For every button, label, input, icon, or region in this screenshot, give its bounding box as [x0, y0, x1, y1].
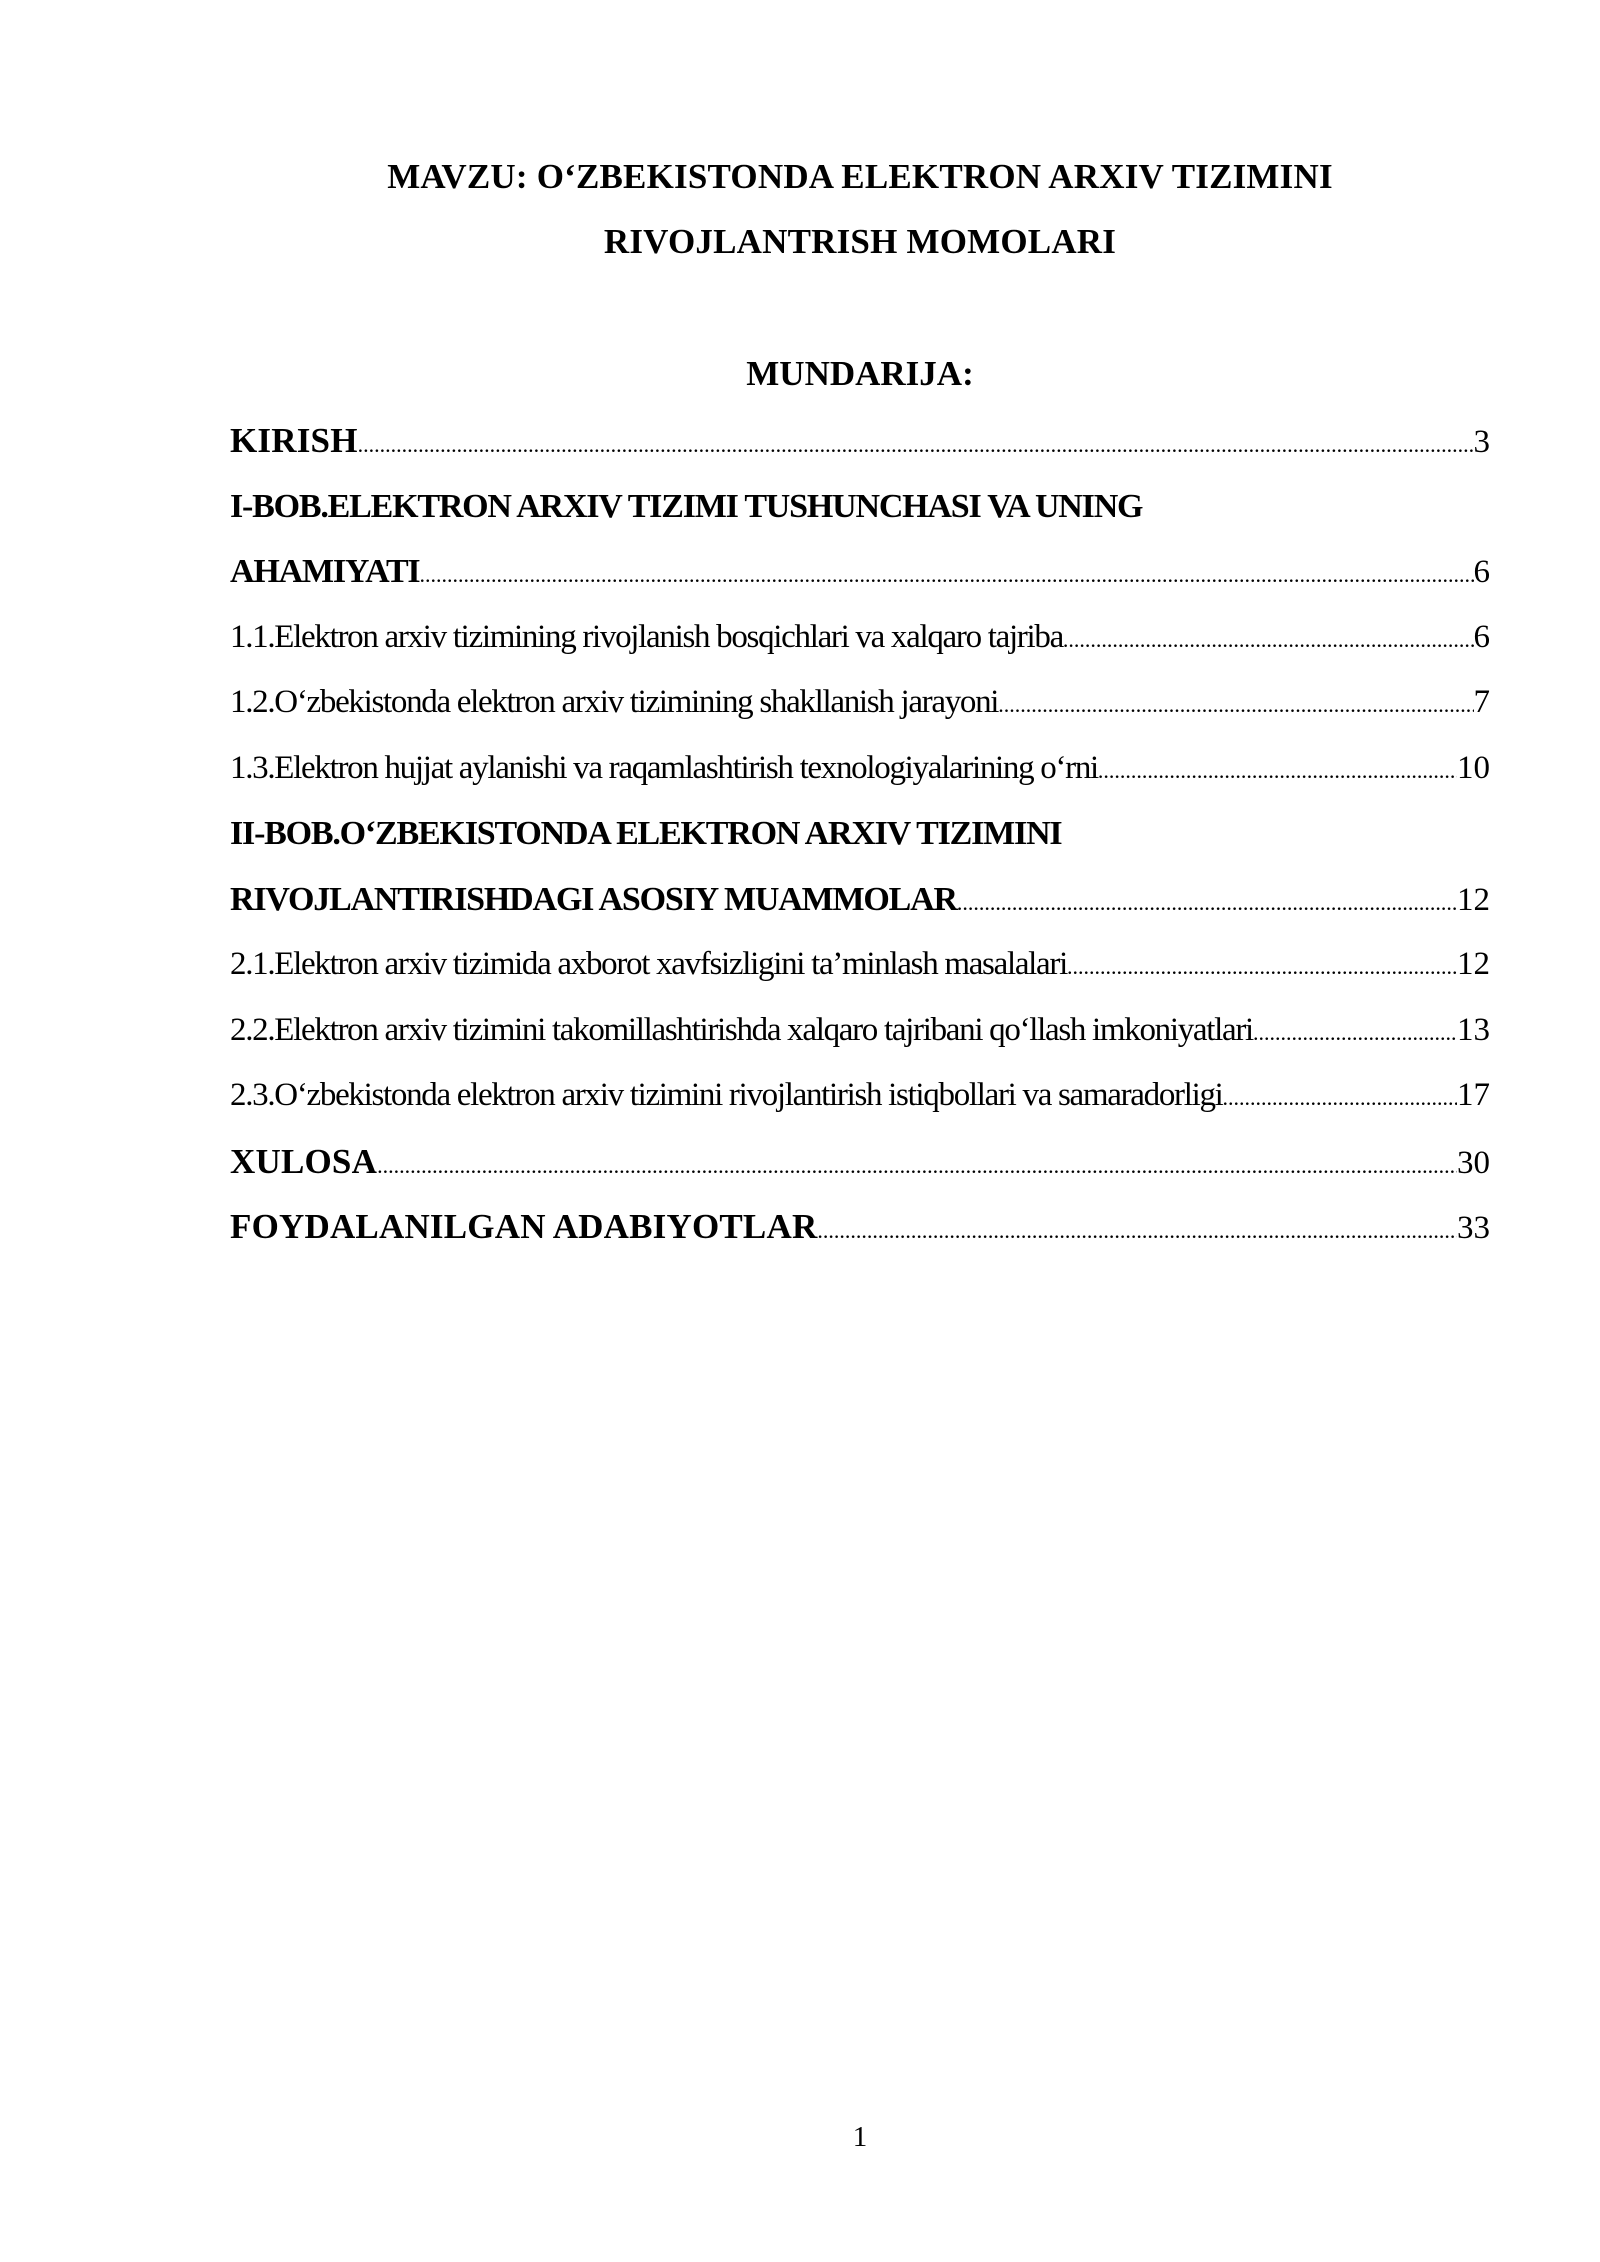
page-number: 1 — [852, 2121, 868, 2153]
toc-page-number: 12 — [1457, 881, 1490, 918]
document-title-line-1: MAVZU: O‘ZBEKISTONDA ELEKTRON ARXIV TIZIMINI — [387, 157, 1333, 196]
toc-entry-text: AHAMIYATI — [230, 553, 420, 590]
toc-page-number: 6 — [1473, 618, 1490, 655]
toc-entry-chapter-1-line-1[interactable] — [230, 474, 1490, 540]
toc-entry-section-2-1[interactable] — [230, 932, 1490, 998]
toc-entry-section-2-3[interactable] — [230, 1063, 1490, 1129]
toc-page-number: 7 — [1473, 684, 1490, 720]
toc-page-number: 6 — [1473, 554, 1490, 590]
toc-entry-text: 1.1.Elektron arxiv tizimining rivojlanish bosqichlari va xalqaro tajriba — [230, 618, 1063, 655]
toc-page-number: 33 — [1457, 1210, 1490, 1246]
toc-entry-section-1-3[interactable] — [230, 736, 1490, 802]
toc-dot-leader — [1067, 934, 1457, 998]
toc-entry-chapter-1-line-2[interactable] — [230, 539, 1490, 605]
toc-dot-leader — [419, 542, 1473, 605]
toc-page-number: 10 — [1457, 749, 1490, 786]
toc-entry-section-2-2[interactable] — [230, 998, 1490, 1064]
toc-entry-text: 2.1.Elektron arxiv tizimida axborot xavfsizligini ta’minlash masalalari — [230, 946, 1067, 982]
toc-dot-leader — [1253, 1000, 1457, 1064]
toc-dot-leader — [998, 672, 1473, 736]
toc-entry-text: RIVOJLANTIRISHDAGI ASOSIY MUAMMOLAR — [230, 880, 957, 918]
toc-entry-kirish[interactable] — [230, 408, 1490, 474]
toc-dot-leader — [358, 412, 1474, 474]
toc-entry-section-1-1[interactable] — [230, 605, 1490, 671]
toc-page-number: 30 — [1457, 1144, 1490, 1181]
toc-entry-section-1-2[interactable] — [230, 670, 1490, 736]
toc-page-number: 13 — [1457, 1011, 1490, 1048]
toc-entry-chapter-2-line-2[interactable] — [230, 867, 1490, 933]
toc-page-number: 3 — [1473, 424, 1490, 460]
toc-entry-text: KIRISH — [230, 421, 358, 460]
toc-page-number: 12 — [1457, 946, 1490, 982]
toc-dot-leader — [817, 1198, 1457, 1260]
toc-entry-xulosa[interactable] — [230, 1129, 1490, 1195]
toc-dot-leader — [1098, 738, 1457, 802]
toc-dot-leader — [1063, 607, 1474, 671]
toc-page-number: 17 — [1457, 1077, 1490, 1113]
toc-entry-text: XULOSA — [230, 1141, 378, 1181]
toc-entry-adabiyotlar[interactable] — [230, 1194, 1490, 1260]
toc-entry-text: FOYDALANILGAN ADABIYOTLAR — [230, 1207, 818, 1246]
document-title-line-2: RIVOJLANTRISH MOMOLARI — [603, 222, 1117, 261]
toc-entry-text: 1.2.O‘zbekistonda elektron arxiv tizimining shakllanish jarayoni — [230, 684, 999, 720]
toc-entry-text: II-BOB.O‘ZBEKISTONDA ELEKTRON ARXIV TIZIMINI — [230, 815, 1062, 852]
toc-entry-chapter-2-line-1[interactable] — [230, 801, 1490, 867]
toc-entry-text: I-BOB.ELEKTRON ARXIV TIZIMI TUSHUNCHASI VA UNING — [230, 487, 1143, 525]
table-of-contents — [230, 408, 1490, 1260]
toc-dot-leader — [957, 870, 1457, 933]
toc-entry-text: 2.2.Elektron arxiv tizimini takomillashtirishda xalqaro tajribani qo‘llash imkoniyatlari — [230, 1011, 1253, 1048]
toc-dot-leader — [1223, 1065, 1457, 1129]
toc-dot-leader — [377, 1133, 1457, 1195]
toc-heading: MUNDARIJA: — [746, 354, 974, 393]
toc-entry-text: 2.3.O‘zbekistonda elektron arxiv tizimini rivojlantirish istiqbollari va samaradorligi — [230, 1077, 1223, 1113]
toc-entry-text: 1.3.Elektron hujjat aylanishi va raqamlashtirish texnologiyalarining o‘rni — [230, 749, 1098, 786]
